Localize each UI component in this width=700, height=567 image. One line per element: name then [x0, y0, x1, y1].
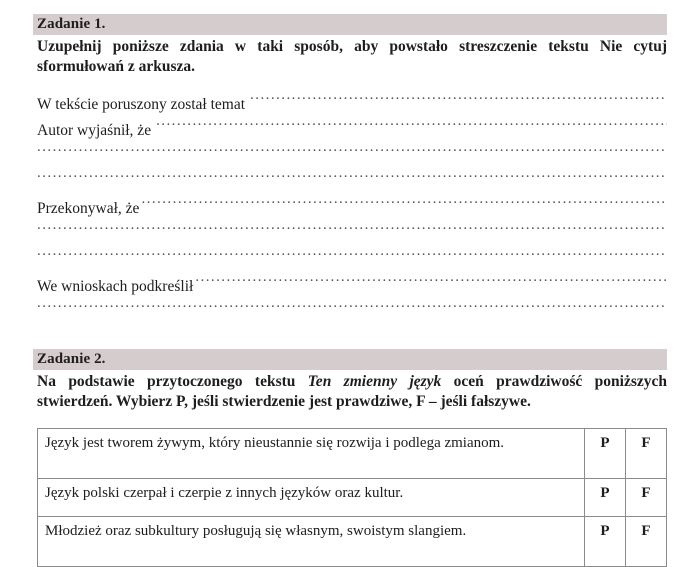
statement-cell: Język polski czerpał i czerpie z innych języków oraz kultur.	[38, 479, 585, 517]
dotted-answer-line[interactable]	[141, 195, 667, 213]
task-2-text-title: Ten zmienny język	[307, 373, 442, 390]
task-2-instruction-after: oceń prawdziwość poniższych stwierdzeń. Wybierz P, jeśli stwierdzenie jest prawdziwe, F – jeśli fałszywe.	[37, 373, 667, 410]
option-false-cell[interactable]: F	[626, 479, 667, 517]
statement-cell: Młodzież oraz subkultury posługują się własnym, swoistym slangiem.	[38, 517, 585, 567]
dotted-answer-line[interactable]	[37, 143, 667, 161]
fill-line-row	[37, 143, 667, 169]
table-row	[38, 429, 667, 479]
fill-line-row	[37, 247, 667, 273]
dotted-answer-line[interactable]	[37, 247, 667, 265]
dotted-answer-line[interactable]	[37, 299, 667, 317]
fill-line-row	[37, 91, 667, 117]
dotted-answer-line[interactable]	[37, 169, 667, 187]
dotted-answer-line[interactable]	[156, 117, 667, 135]
task-2-instruction	[33, 370, 667, 412]
page-content	[33, 14, 667, 567]
dotted-answer-line[interactable]	[195, 273, 667, 291]
option-true-cell[interactable]: P	[585, 517, 626, 567]
table-row	[38, 479, 667, 517]
task-2-band: Zadanie 2.	[33, 349, 667, 370]
task-1-band: Zadanie 1.	[33, 14, 667, 35]
task-2-instruction-before: Na podstawie przytoczonego tekstu	[37, 373, 308, 390]
option-true-cell[interactable]: P	[585, 429, 626, 479]
task-1-instruction: Uzupełnij poniższe zdania w taki sposób, aby powstało streszczenie tekstu Nie cytuj sformułowań z arkusza.	[37, 38, 667, 75]
true-false-table	[37, 428, 667, 567]
dotted-answer-line[interactable]	[250, 91, 667, 109]
fill-line-label: We wnioskach podkreślił	[37, 278, 194, 295]
task-1-section	[33, 14, 667, 325]
option-true-cell[interactable]: P	[585, 479, 626, 517]
option-false-cell[interactable]: F	[626, 429, 667, 479]
statement-cell: Język jest tworem żywym, który nieustannie się rozwija i podlega zmianom.	[38, 429, 585, 479]
fill-line-row	[37, 117, 667, 143]
fill-line-row	[37, 299, 667, 325]
fill-line-row	[37, 273, 667, 299]
task-2-section	[33, 349, 667, 567]
task-1-answer-lines	[33, 91, 667, 325]
fill-line-label: W tekście poruszony został temat	[37, 96, 246, 113]
fill-line-label: Przekonywał, że	[37, 200, 140, 217]
fill-line-label: Autor wyjaśnił, że	[37, 122, 152, 139]
option-false-cell[interactable]: F	[626, 517, 667, 567]
dotted-answer-line[interactable]	[37, 221, 667, 239]
fill-line-row	[37, 169, 667, 195]
table-row	[38, 517, 667, 567]
fill-line-row	[37, 221, 667, 247]
fill-line-row	[37, 195, 667, 221]
